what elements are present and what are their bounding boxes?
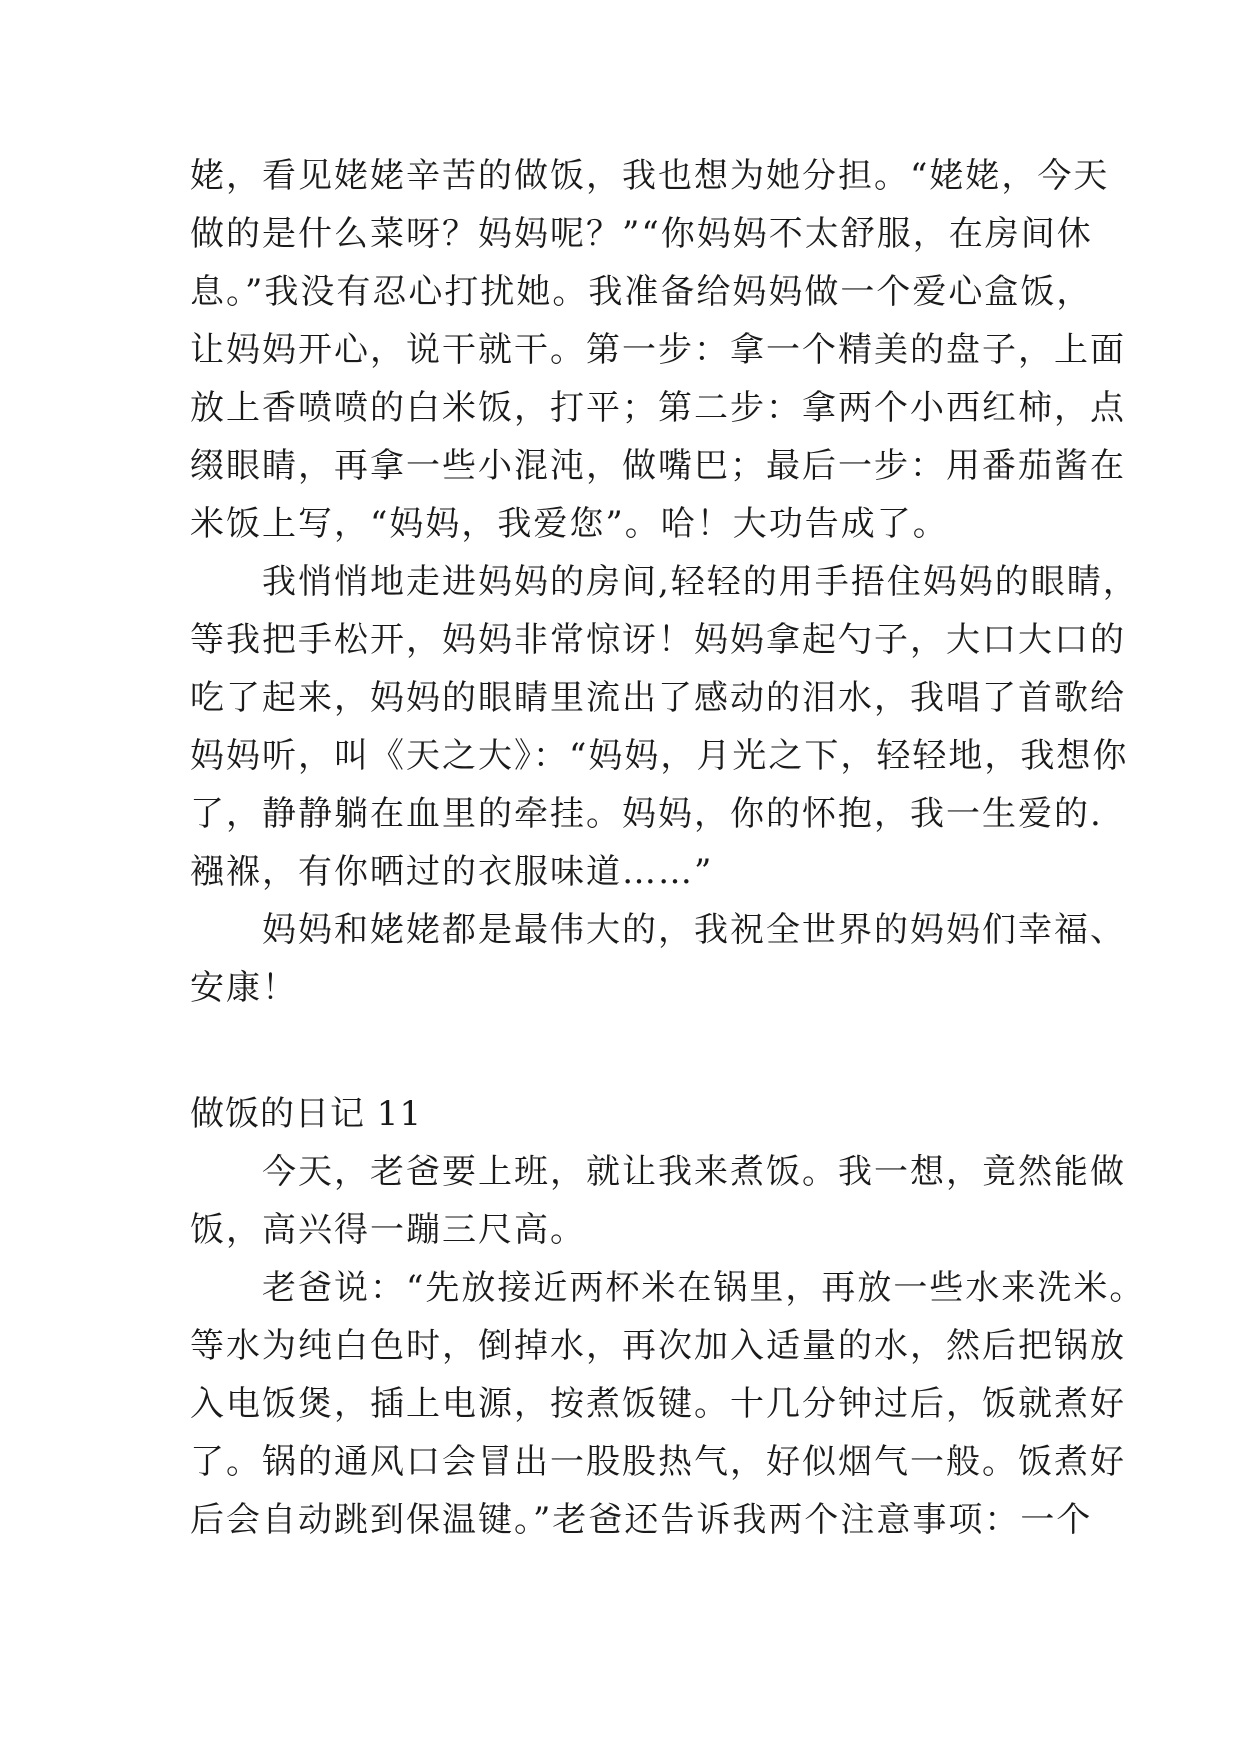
text-line: 缀眼睛，再拿一些小混沌，做嘴巴；最后一步：用番茄酱在 <box>190 446 1126 486</box>
text-line: 老爸说：“先放接近两杯米在锅里，再放一些水来洗米。 <box>190 1268 1146 1308</box>
text-line: 吃了起来，妈妈的眼睛里流出了感动的泪水，我唱了首歌给 <box>190 678 1126 718</box>
text-line: 了。锅的通风口会冒出一股股热气，好似烟气一般。饭煮好 <box>190 1442 1126 1482</box>
text-line: 等我把手松开，妈妈非常惊讶！妈妈拿起勺子，大口大口的 <box>190 620 1126 660</box>
text-line: 姥，看见姥姥辛苦的做饭，我也想为她分担。“姥姥，今天 <box>190 156 1110 196</box>
text-line: 安康！ <box>190 968 298 1008</box>
text-line: 今天，老爸要上班，就让我来煮饭。我一想，竟然能做 <box>190 1152 1126 1192</box>
text-line: 米饭上写，“妈妈，我爱您”。哈！大功告成了。 <box>190 504 949 544</box>
section-heading: 做饭的日记 11 <box>190 1094 423 1134</box>
text-line: 妈妈听，叫《天之大》：“妈妈，月光之下，轻轻地，我想你 <box>190 736 1129 776</box>
text-line: 让妈妈开心，说干就干。第一步：拿一个精美的盘子，上面 <box>190 330 1126 370</box>
text-line: 饭，高兴得一蹦三尺高。 <box>190 1210 586 1250</box>
text-line: 襁褓，有你晒过的衣服味道……” <box>190 852 714 892</box>
text-line: 息。”我没有忍心打扰她。我准备给妈妈做一个爱心盒饭， <box>190 272 1093 312</box>
text-line: 等水为纯白色时，倒掉水，再次加入适量的水，然后把锅放 <box>190 1326 1126 1366</box>
text-line: 后会自动跳到保温键。”老爸还告诉我两个注意事项：一个 <box>190 1500 1093 1540</box>
text-line: 放上香喷喷的白米饭，打平；第二步：拿两个小西红柿，点 <box>190 388 1126 428</box>
text-line: 了，静静躺在血里的牵挂。妈妈，你的怀抱，我一生爱的. <box>190 794 1103 834</box>
text-line: 妈妈和姥姥都是最伟大的，我祝全世界的妈妈们幸福、 <box>190 910 1126 950</box>
text-line: 做的是什么菜呀？妈妈呢？”“你妈妈不太舒服，在房间休 <box>190 214 1093 254</box>
text-line: 我悄悄地走进妈妈的房间,轻轻的用手捂住妈妈的眼睛， <box>190 562 1139 602</box>
text-line: 入电饭煲，插上电源，按煮饭键。十几分钟过后，饭就煮好 <box>190 1384 1126 1424</box>
